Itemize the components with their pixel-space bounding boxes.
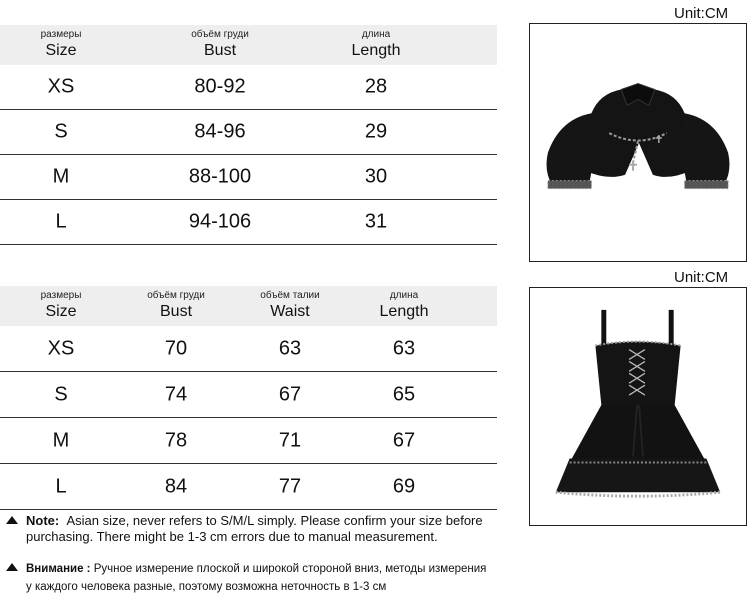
cell-length: 28 <box>364 75 388 98</box>
cell-bust: 84 <box>164 475 188 497</box>
cell-size: XS <box>47 337 75 359</box>
unit-label: Unit:CM <box>674 5 729 22</box>
note-line1: Asian size, never refers to S/M/L simply. Please confirm your size before <box>66 513 483 528</box>
cell-waist: 63 <box>278 337 302 359</box>
cell-waist: 71 <box>278 429 302 451</box>
header-bust: объём груди Bust <box>147 290 205 320</box>
cell-size: XS <box>47 75 75 98</box>
cell-size: S <box>54 383 68 405</box>
notice-line2: у каждого человека разные, поэтому возможна неточность в 1-3 см <box>26 581 387 593</box>
table-row <box>0 326 497 372</box>
cell-size: M <box>52 429 70 451</box>
cell-bust: 94-106 <box>188 210 252 233</box>
cell-length: 63 <box>392 337 416 359</box>
cell-bust: 78 <box>164 429 188 451</box>
table-row <box>0 200 497 245</box>
table-header <box>0 25 497 65</box>
note-russian <box>6 560 526 596</box>
header-size: размеры Size <box>40 29 82 59</box>
cell-size: M <box>52 165 70 188</box>
size-table-bottom <box>0 286 497 510</box>
header-waist: объём талии Waist <box>260 290 320 320</box>
note-label: Note: <box>26 513 60 528</box>
cell-size: L <box>55 210 67 233</box>
header-bust: объём груди Bust <box>191 29 249 59</box>
triangle-icon <box>6 516 18 524</box>
notice-label: Внимание : <box>26 563 91 575</box>
cell-length: 69 <box>392 475 416 497</box>
cell-bust: 80-92 <box>194 75 246 98</box>
size-table-top <box>0 25 497 245</box>
dress-photo <box>529 287 747 526</box>
table-row <box>0 464 497 510</box>
cell-length: 29 <box>364 120 388 143</box>
bolero-top-photo <box>529 23 747 262</box>
cell-length: 31 <box>364 210 388 233</box>
dress-illustration <box>530 288 746 525</box>
cell-bust: 70 <box>164 337 188 359</box>
triangle-icon <box>6 563 18 571</box>
cell-length: 67 <box>392 429 416 451</box>
note-line2: purchasing. There might be 1-3 cm errors due to manual measurement. <box>26 529 438 544</box>
table-row <box>0 372 497 418</box>
table-row <box>0 110 497 155</box>
table-row <box>0 418 497 464</box>
table-header <box>0 286 497 326</box>
note-english <box>6 513 516 545</box>
unit-label: Unit:CM <box>674 269 729 286</box>
cell-bust: 74 <box>164 383 188 405</box>
table-row <box>0 155 497 200</box>
cell-length: 30 <box>364 165 388 188</box>
cell-size: S <box>54 120 68 143</box>
cell-bust: 84-96 <box>194 120 246 143</box>
notice-line1: Ручное измерение плоской и широкой стороной вниз, методы измерения <box>93 563 487 575</box>
cell-bust: 88-100 <box>188 165 252 188</box>
cell-waist: 77 <box>278 475 302 497</box>
header-length: длина Length <box>379 290 429 320</box>
cell-waist: 67 <box>278 383 302 405</box>
bolero-top-illustration <box>530 24 746 261</box>
header-length: длина Length <box>351 29 401 59</box>
cell-size: L <box>55 475 67 497</box>
table-row <box>0 65 497 110</box>
header-size: размеры Size <box>40 290 82 320</box>
cell-length: 65 <box>392 383 416 405</box>
